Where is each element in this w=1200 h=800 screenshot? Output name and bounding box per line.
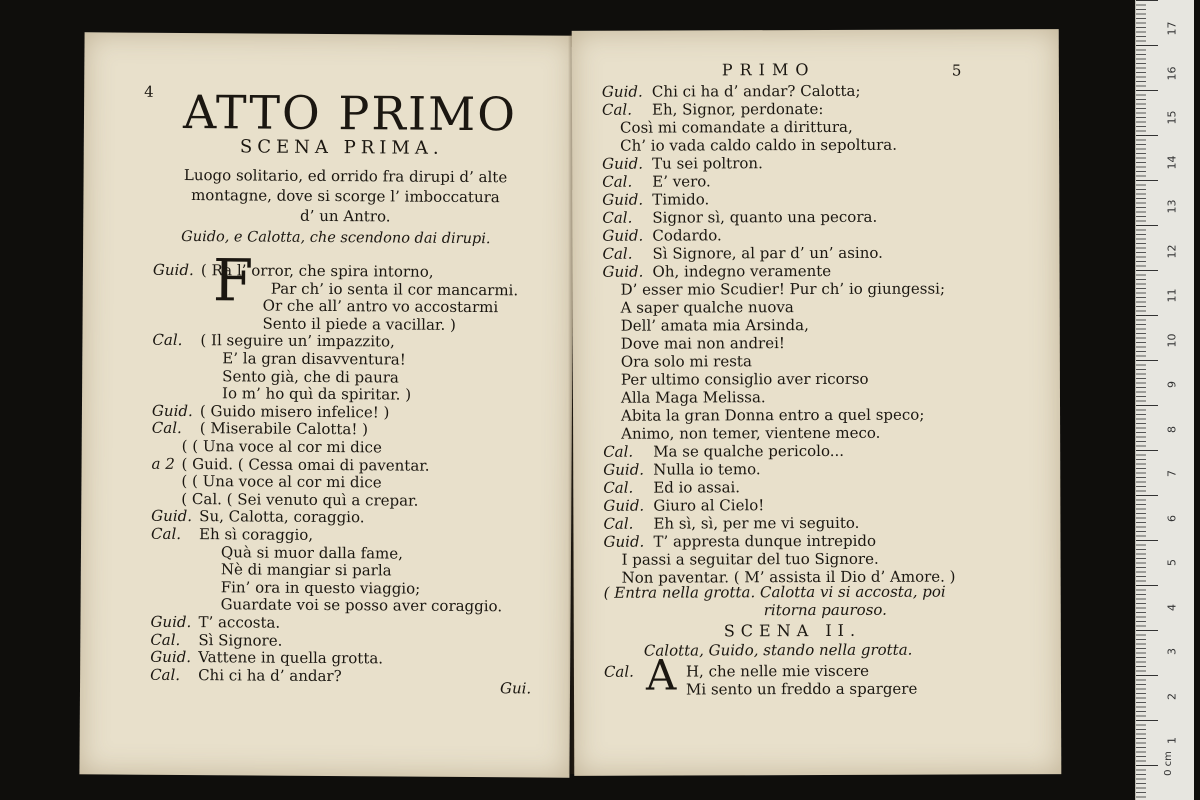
final-speaker: Cal. (603, 662, 634, 681)
speaker-label: Cal. (150, 630, 181, 649)
dialogue-line: Dove mai non andrei! (620, 334, 785, 353)
dialogue-line: Così mi comandate a dirittura, (620, 117, 853, 137)
ruler-number: 12 (1165, 244, 1179, 258)
catchword: Gui. (499, 679, 532, 698)
dialogue-line: ( Cal. ( Sei venuto quì a crepar. (181, 489, 419, 510)
dialogue-line: Eh, Signor, perdonate: (651, 99, 824, 119)
dialogue-line: Sì Signore, al par d’ un’ asino. (652, 243, 883, 263)
scene-two-direction: Calotta, Guido, stando nella grotta. (643, 640, 913, 660)
speaker-label: Cal. (603, 442, 634, 461)
ruler-number: 9 (1165, 381, 1179, 388)
scene-description (165, 165, 525, 228)
ruler-number: 1 (1165, 737, 1179, 744)
dialogue-line: Sì Signore. (198, 630, 283, 650)
ruler-number: 13 (1165, 199, 1179, 214)
dialogue-line: T’ accosta. (198, 613, 281, 632)
speaker-label: Cal. (602, 244, 633, 263)
speaker-label: Cal. (603, 514, 634, 533)
dialogue-line: Ed io assai. (653, 478, 741, 497)
speaker-label: Cal. (602, 208, 633, 227)
dialogue-line: Nulla io temo. (653, 460, 761, 479)
dialogue-line: Giuro al Cielo! (653, 496, 765, 515)
dialogue-line: Sento già, che di paura (222, 366, 399, 387)
stage-direction-line: ( Entra nella grotta. Calotta vi si accosta, poi (603, 582, 946, 602)
dialogue-line: E’ vero. (652, 172, 711, 191)
scene-heading: SCENA PRIMA. (239, 136, 444, 159)
speaker-label: Guid. (601, 82, 643, 101)
speaker-label: Cal. (150, 665, 181, 684)
stage-direction-line: ritorna pauroso. (763, 600, 887, 620)
dialogue-line: Eh sì coraggio, (199, 525, 314, 544)
scene-two-heading: SCENA II. (723, 620, 862, 641)
dialogue-line: D’ esser mio Scudier! Pur ch’ io giungessi; (620, 279, 946, 299)
right-page-number: 5 (951, 61, 962, 80)
dialogue-line: Quà si muor dalla fame, (220, 542, 404, 563)
ruler-unit: 0 cm (1162, 751, 1174, 776)
description-line: Luogo solitario, ed orrido fra dirupi d’ alte (183, 165, 508, 187)
speaker-label: Guid. (603, 496, 645, 515)
speaker-label: Cal. (601, 100, 633, 119)
dialogue-line: Non paventar. ( M’ assista il Dio d’ Amore. ) (621, 567, 956, 587)
speaker-label: Cal. (151, 524, 182, 543)
act-title: ATTO PRIMO (182, 84, 518, 142)
dialogue-line: Tu sei poltron. (652, 154, 763, 173)
speaker-label: Guid. (151, 401, 193, 420)
ruler-number: 3 (1165, 648, 1179, 655)
dialogue-line: Ch’ io vada caldo caldo in sepoltura. (620, 135, 898, 155)
dialogue-line: ( Guid. ( Cessa omai di paventar. (181, 454, 430, 475)
description-line: montagne, dove si scorge l’ imboccatura (191, 186, 500, 207)
ruler-number: 17 (1165, 21, 1179, 36)
dialogue-line: A saper qualche nuova (620, 298, 794, 317)
final-line: Mi sento un freddo a spargere (685, 679, 918, 699)
final-line: H, che nelle mie viscere (685, 661, 870, 681)
ruler-number: 11 (1165, 288, 1179, 303)
dialogue-line: Oh, indegno veramente (652, 261, 832, 281)
stage-direction: Guido, e Calotta, che scendono dai dirupi. (181, 228, 491, 248)
measuring-ruler (1135, 0, 1194, 800)
dialogue-line: I passi a seguitar del tuo Signore. (621, 549, 879, 569)
speaker-label: Guid. (151, 507, 193, 526)
dialogue-line: Ma se qualche pericolo... (653, 441, 845, 461)
speaker-label: Guid. (152, 260, 194, 280)
speaker-label: Cal. (602, 172, 633, 191)
dialogue-line: ( Ra l’ orror, che spira intorno, (200, 261, 434, 281)
right-page (572, 29, 1062, 776)
dialogue-line: Eh sì, sì, per me vi seguito. (653, 513, 860, 533)
dialogue-line: T’ appresta dunque intrepido (653, 531, 877, 551)
ruler-number: 14 (1165, 155, 1179, 169)
dialogue-line: Vattene in quella grotta. (198, 648, 384, 668)
dialogue-line: Dell’ amata mia Arsinda, (620, 316, 809, 335)
ruler-number: 2 (1165, 692, 1179, 700)
ruler-number: 4 (1165, 603, 1179, 611)
speaker-label: Cal. (152, 331, 183, 350)
ruler-number: 5 (1165, 559, 1179, 566)
dialogue-line: ( ( Una voce al cor mi dice (181, 436, 382, 457)
speaker-label: Guid. (602, 262, 644, 281)
ruler-number: 7 (1165, 470, 1179, 477)
speaker-label: Cal. (603, 478, 634, 497)
running-head: PRIMO (721, 60, 816, 80)
dialogue-line: Animo, non temer, vientene meco. (621, 423, 881, 443)
speaker-label: Guid. (602, 190, 644, 209)
dialogue-line: Alla Maga Melissa. (620, 388, 766, 407)
dialogue-line: Nè di mangiar si parla (220, 560, 392, 580)
dialogue-line: Codardo. (652, 226, 722, 245)
speaker-label: Guid. (603, 460, 645, 479)
dialogue-line: ( Guido misero infelice! ) (199, 401, 390, 422)
dialogue-line: ( Miserabile Calotta! ) (199, 419, 369, 439)
dialogue-line: Or che all’ antro vo accostarmi (262, 296, 499, 317)
ruler-number: 8 (1165, 425, 1179, 433)
dialogue-line: Ora solo mi resta (620, 352, 752, 371)
ruler-ticks (1136, 0, 1158, 800)
speaker-label: Guid. (602, 154, 644, 173)
left-page (79, 32, 574, 777)
speaker-label: Cal. (151, 419, 182, 438)
ruler-number: 10 (1165, 333, 1179, 347)
ruler-number: 6 (1165, 514, 1179, 522)
dialogue-line: Su, Calotta, coraggio. (199, 507, 365, 527)
ruler-number: 15 (1165, 110, 1179, 125)
dialogue-line: Chi ci ha d’ andar? (198, 665, 342, 685)
left-page-number: 4 (144, 82, 154, 101)
speaker-label: Guid. (150, 612, 192, 632)
dialogue-line: Per ultimo consiglio aver ricorso (620, 369, 869, 389)
speaker-label: Guid. (603, 532, 645, 551)
dialogue-line: Fin’ ora in questo viaggio; (220, 578, 421, 598)
dialogue-line: Guardate voi se posso aver coraggio. (220, 595, 503, 616)
ruler-number: 16 (1165, 66, 1179, 80)
description-line: d’ un Antro. (300, 206, 391, 226)
dialogue-line: Abita la gran Donna entro a quel speco; (621, 405, 925, 425)
dialogue-line: ( ( Una voce al cor mi dice (181, 472, 382, 492)
dialogue-line: ( Il seguire un’ impazzito, (200, 331, 395, 351)
drop-cap-a: A (645, 650, 677, 700)
dialogue-line: Signor sì, quanto una pecora. (652, 207, 878, 227)
dialogue-line: Par ch’ io senta il cor mancarmi. (270, 279, 519, 299)
dialogue-line: Sento il piede a vacillar. ) (262, 314, 456, 334)
speaker-label: Guid. (150, 647, 192, 667)
dialogue-line: Timido. (652, 190, 710, 209)
speaker-label: a 2 (151, 454, 175, 473)
dialogue-line: E’ la gran disavventura! (222, 349, 406, 369)
dialogue-line: Chi ci ha d’ andar? Calotta; (651, 81, 861, 101)
speaker-label: Guid. (602, 226, 644, 245)
dialogue-line: Io m’ ho quì da spiritar. ) (222, 384, 412, 404)
drop-cap: F (212, 246, 254, 315)
